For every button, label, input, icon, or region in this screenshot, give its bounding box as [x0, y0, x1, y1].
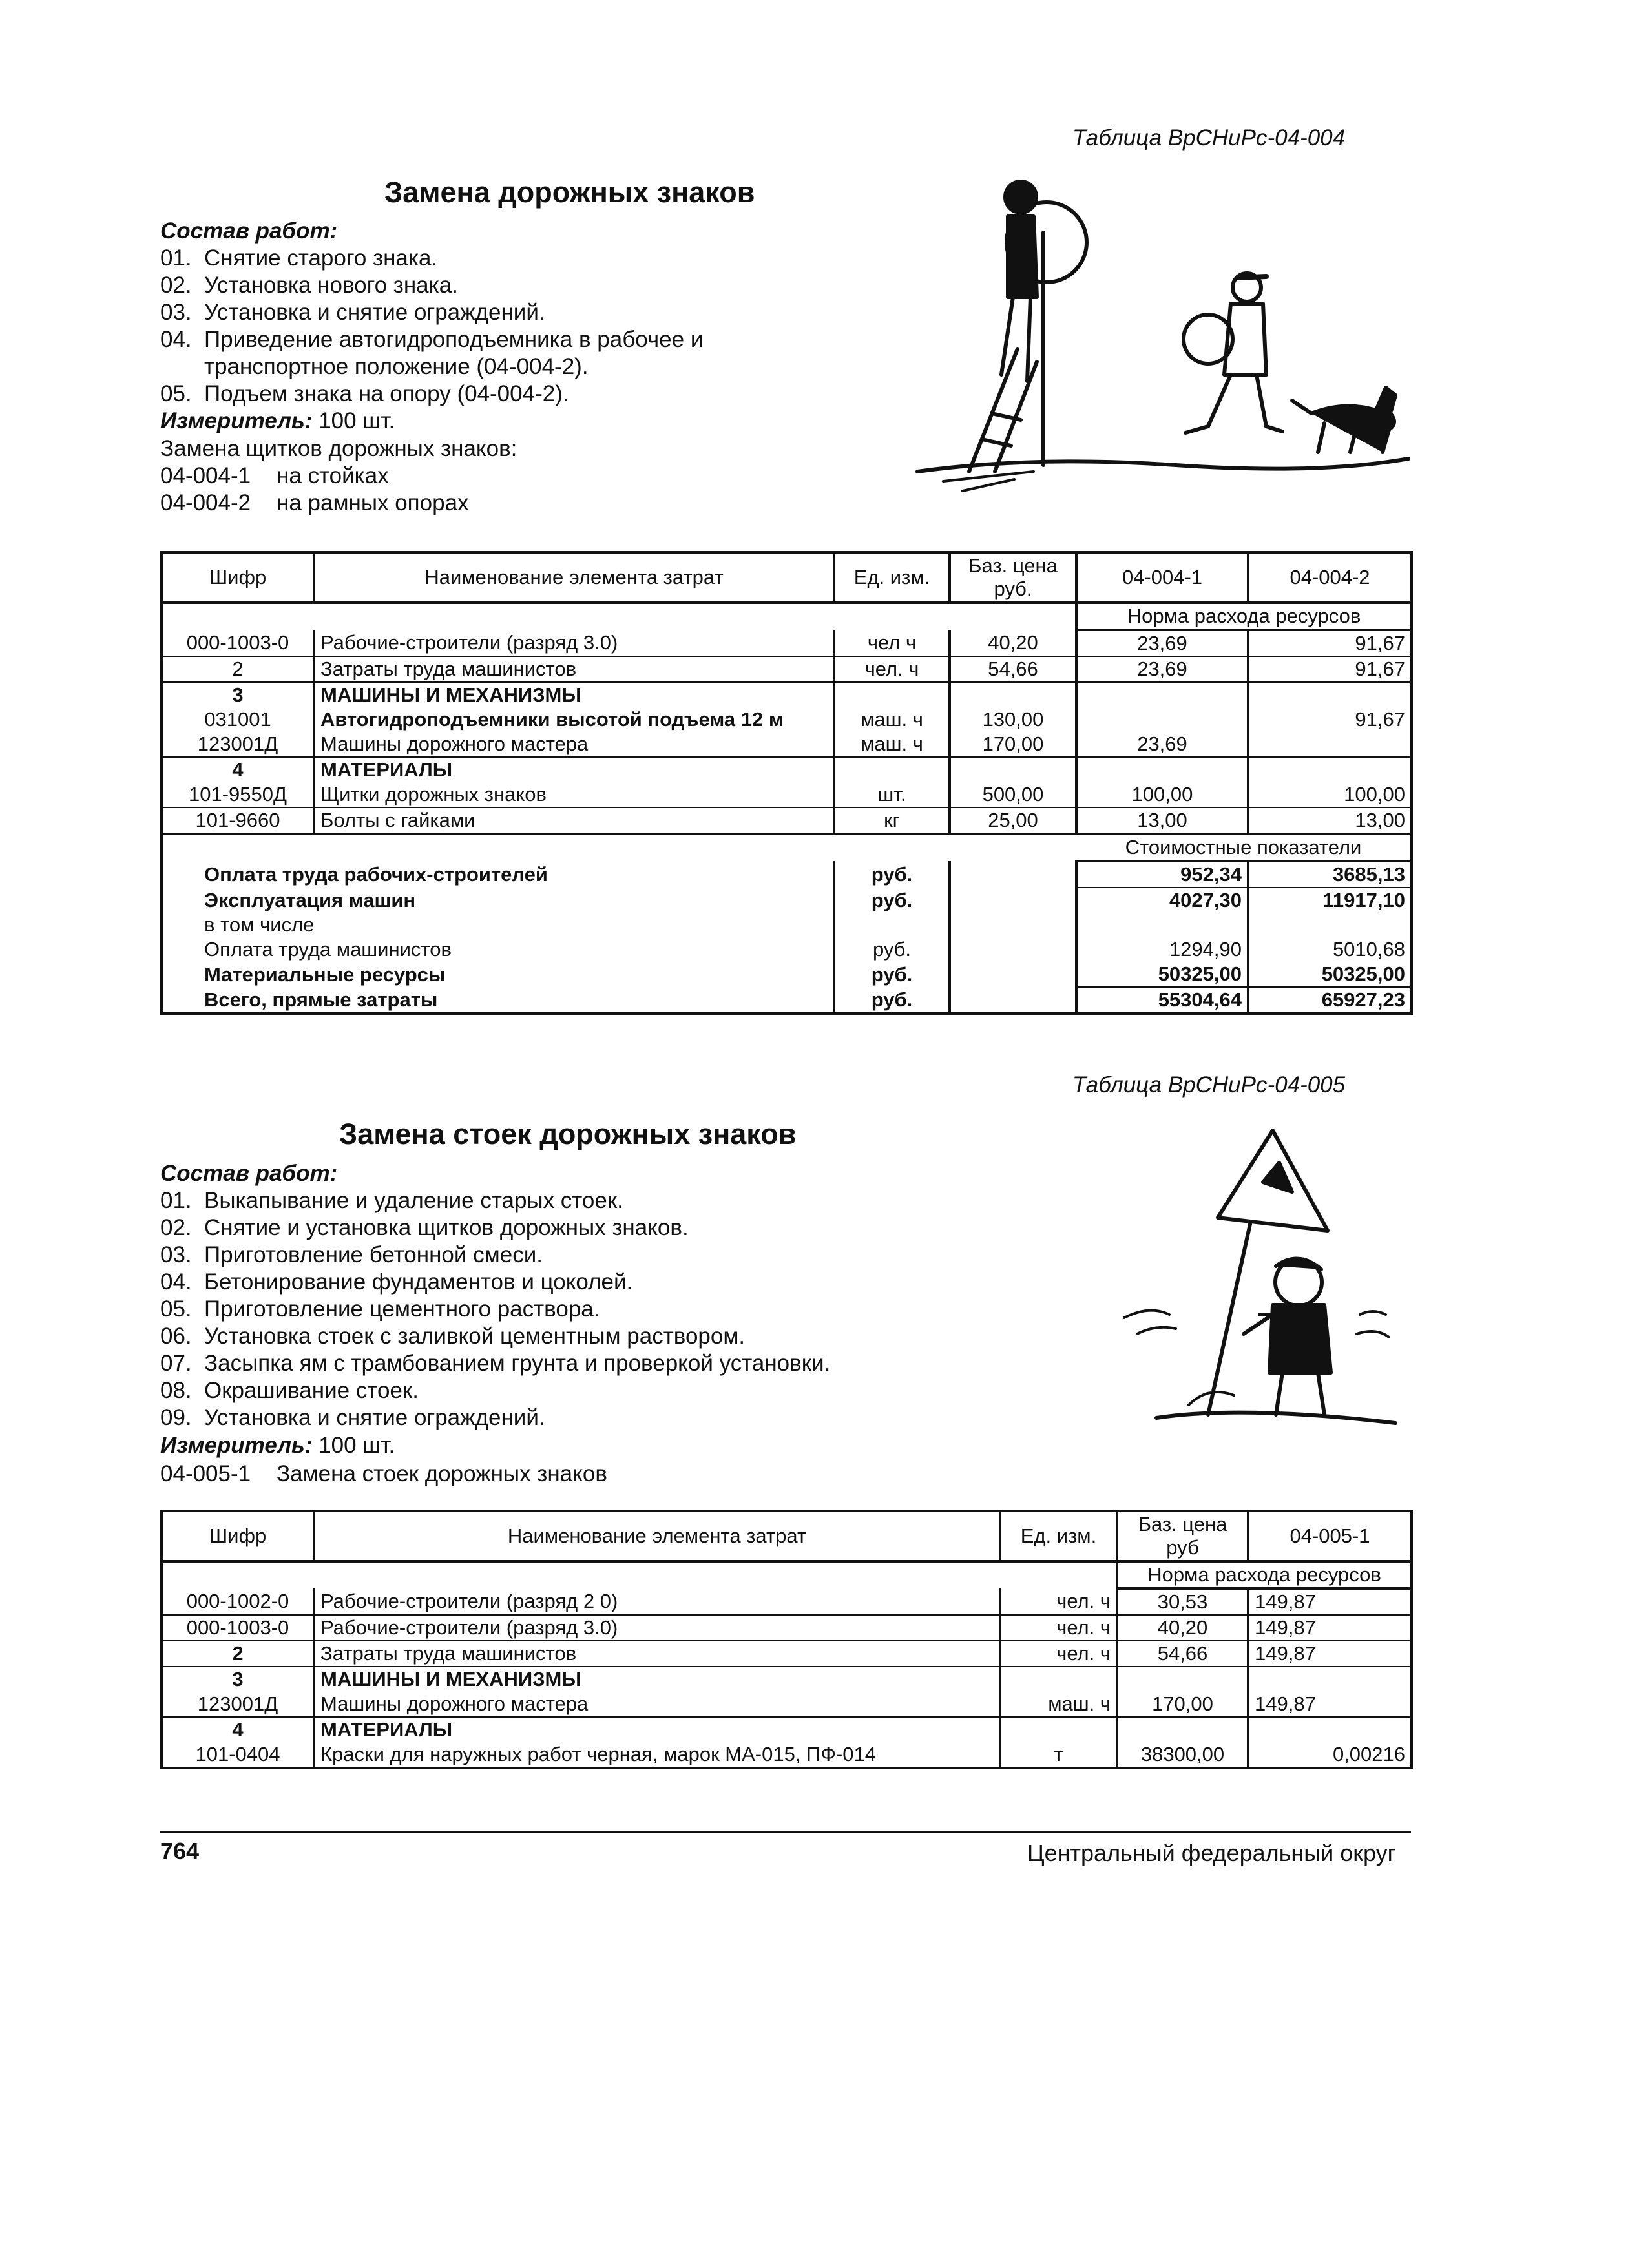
measure-label: Измеритель: [160, 408, 313, 433]
table-row: 101-9550Д Щитки дорожных знаков шт. 500,00 100,00 100,00 [162, 782, 1412, 807]
header-name: Наименование элемента затрат [314, 552, 834, 603]
table-row: 123001Д Машины дорожного мастера маш. ч 170,00 149,87 [162, 1692, 1412, 1717]
header-code: Шифр [162, 1511, 314, 1561]
measure-line [160, 408, 395, 434]
section-title: Замена дорожных знаков [384, 176, 755, 209]
section-title: Замена стоек дорожных знаков [339, 1118, 797, 1150]
variant-line: 04-004-2 на рамных опорах [160, 490, 469, 515]
norm-header: Норма расхода ресурсов [1076, 603, 1412, 630]
measure-label: Измеритель: [160, 1433, 313, 1458]
header-variant-1: 04-005-1 [1248, 1511, 1412, 1561]
measure-value: 100 шт. [319, 1433, 395, 1458]
table-row: 2 Затраты труда машинистов чел. ч 54,66 149,87 [162, 1641, 1412, 1667]
list-item: 04. Бетонирование фундаментов и цоколей. [160, 1269, 633, 1295]
table-row: 3 МАШИНЫ И МЕХАНИЗМЫ [162, 1667, 1412, 1692]
workers-illustration [904, 168, 1421, 504]
list-item: 06. Установка стоек с заливкой цементным раствором. [160, 1324, 746, 1349]
work-steps-list [160, 245, 742, 408]
resource-table-1 [160, 551, 1413, 1015]
header-price: Баз. цена руб [1117, 1511, 1248, 1561]
table-row: 4 МАТЕРИАЛЫ [162, 1717, 1412, 1742]
variants-heading: Замена щитков дорожных знаков: [160, 436, 517, 461]
table-row: 2 Затраты труда машинистов чел. ч 54,66 23,69 91,67 [162, 656, 1412, 682]
header-variant-2: 04-004-2 [1248, 552, 1412, 603]
header-code: Шифр [162, 552, 314, 603]
list-item: 02. Установка нового знака. [160, 273, 458, 298]
region-label: Центральный федеральный округ [1027, 1840, 1396, 1866]
table-reference: Таблица ВрСНиРс-04-004 [1072, 125, 1346, 151]
table-row: 3 МАШИНЫ И МЕХАНИЗМЫ [162, 682, 1412, 707]
header-unit: Ед. изм. [834, 552, 950, 603]
list-item: 03. Установка и снятие ограждений. [160, 300, 545, 325]
header-variant-1: 04-004-1 [1076, 552, 1248, 603]
work-steps-list [160, 1187, 935, 1431]
table-row: 000-1003-0 Рабочие-строители (разряд 3.0) чел ч 40,20 23,69 91,67 [162, 630, 1412, 656]
list-item: 01. Выкапывание и удаление старых стоек. [160, 1188, 623, 1213]
list-item: 02. Снятие и установка щитков дорожных знаков. [160, 1215, 689, 1240]
cost-header: Стоимостные показатели [1076, 834, 1412, 861]
table-row: 101-9660 Болты с гайками кг 25,00 13,00 13,00 [162, 807, 1412, 834]
variant-line: 04-004-1 на стойках [160, 463, 389, 488]
list-item: 05. Подъем знака на опору (04-004-2). [160, 381, 569, 406]
table-row: Оплата труда рабочих-строителей руб. 952,34 3685,13 [162, 861, 1412, 888]
table-row: 4 МАТЕРИАЛЫ [162, 757, 1412, 782]
list-item: 04. Приведение автогидроподъемника в рабочее и транспортное положение (04-004-2). [160, 327, 704, 379]
table-row: Материальные ресурсы руб. 50325,00 50325,00 [162, 962, 1412, 987]
list-item: 09. Установка и снятие ограждений. [160, 1405, 545, 1430]
list-item: 01. Снятие старого знака. [160, 245, 438, 271]
list-item: 08. Окрашивание стоек. [160, 1378, 419, 1403]
table-row: Оплата труда машинистов руб. 1294,90 5010,68 [162, 937, 1412, 962]
header-price: Баз. цена руб. [950, 552, 1076, 603]
list-item: 05. Приготовление цементного раствора. [160, 1296, 600, 1322]
table-row: в том числе [162, 913, 1412, 937]
table-row: 101-0404 Краски для наружных работ черная, марок МА-015, ПФ-014 т 38300,00 0,00216 [162, 1742, 1412, 1768]
table-row: 123001Д Машины дорожного мастера маш. ч 170,00 23,69 [162, 732, 1412, 757]
variant-line: 04-005-1 Замена стоек дорожных знаков [160, 1461, 607, 1486]
table-reference: Таблица ВрСНиРс-04-005 [1072, 1072, 1346, 1098]
measure-value: 100 шт. [319, 408, 395, 433]
table-row: 031001 Автогидроподъемники высотой подъема 12 м маш. ч 130,00 91,67 [162, 707, 1412, 732]
table-row: Всего, прямые затраты руб. 55304,64 65927,23 [162, 987, 1412, 1014]
list-item: 07. Засыпка ям с трамбованием грунта и проверкой установки. [160, 1351, 831, 1376]
table-row: Эксплуатация машин руб. 4027,30 11917,10 [162, 888, 1412, 913]
page-number: 764 [160, 1838, 200, 1864]
measure-line [160, 1433, 395, 1459]
table-row: 000-1002-0 Рабочие-строители (разряд 2 0) чел. ч 30,53 149,87 [162, 1588, 1412, 1615]
footer-divider [160, 1831, 1411, 1833]
composition-label: Состав работ: [160, 218, 338, 244]
header-unit: Ед. изм. [1000, 1511, 1117, 1561]
sign-install-illustration [1111, 1121, 1408, 1437]
table-row: 000-1003-0 Рабочие-строители (разряд 3.0) чел. ч 40,20 149,87 [162, 1615, 1412, 1641]
composition-label: Состав работ: [160, 1161, 338, 1186]
resource-table-2 [160, 1510, 1413, 1769]
norm-header: Норма расхода ресурсов [1117, 1561, 1412, 1588]
list-item: 03. Приготовление бетонной смеси. [160, 1242, 543, 1267]
header-name: Наименование элемента затрат [314, 1511, 1000, 1561]
